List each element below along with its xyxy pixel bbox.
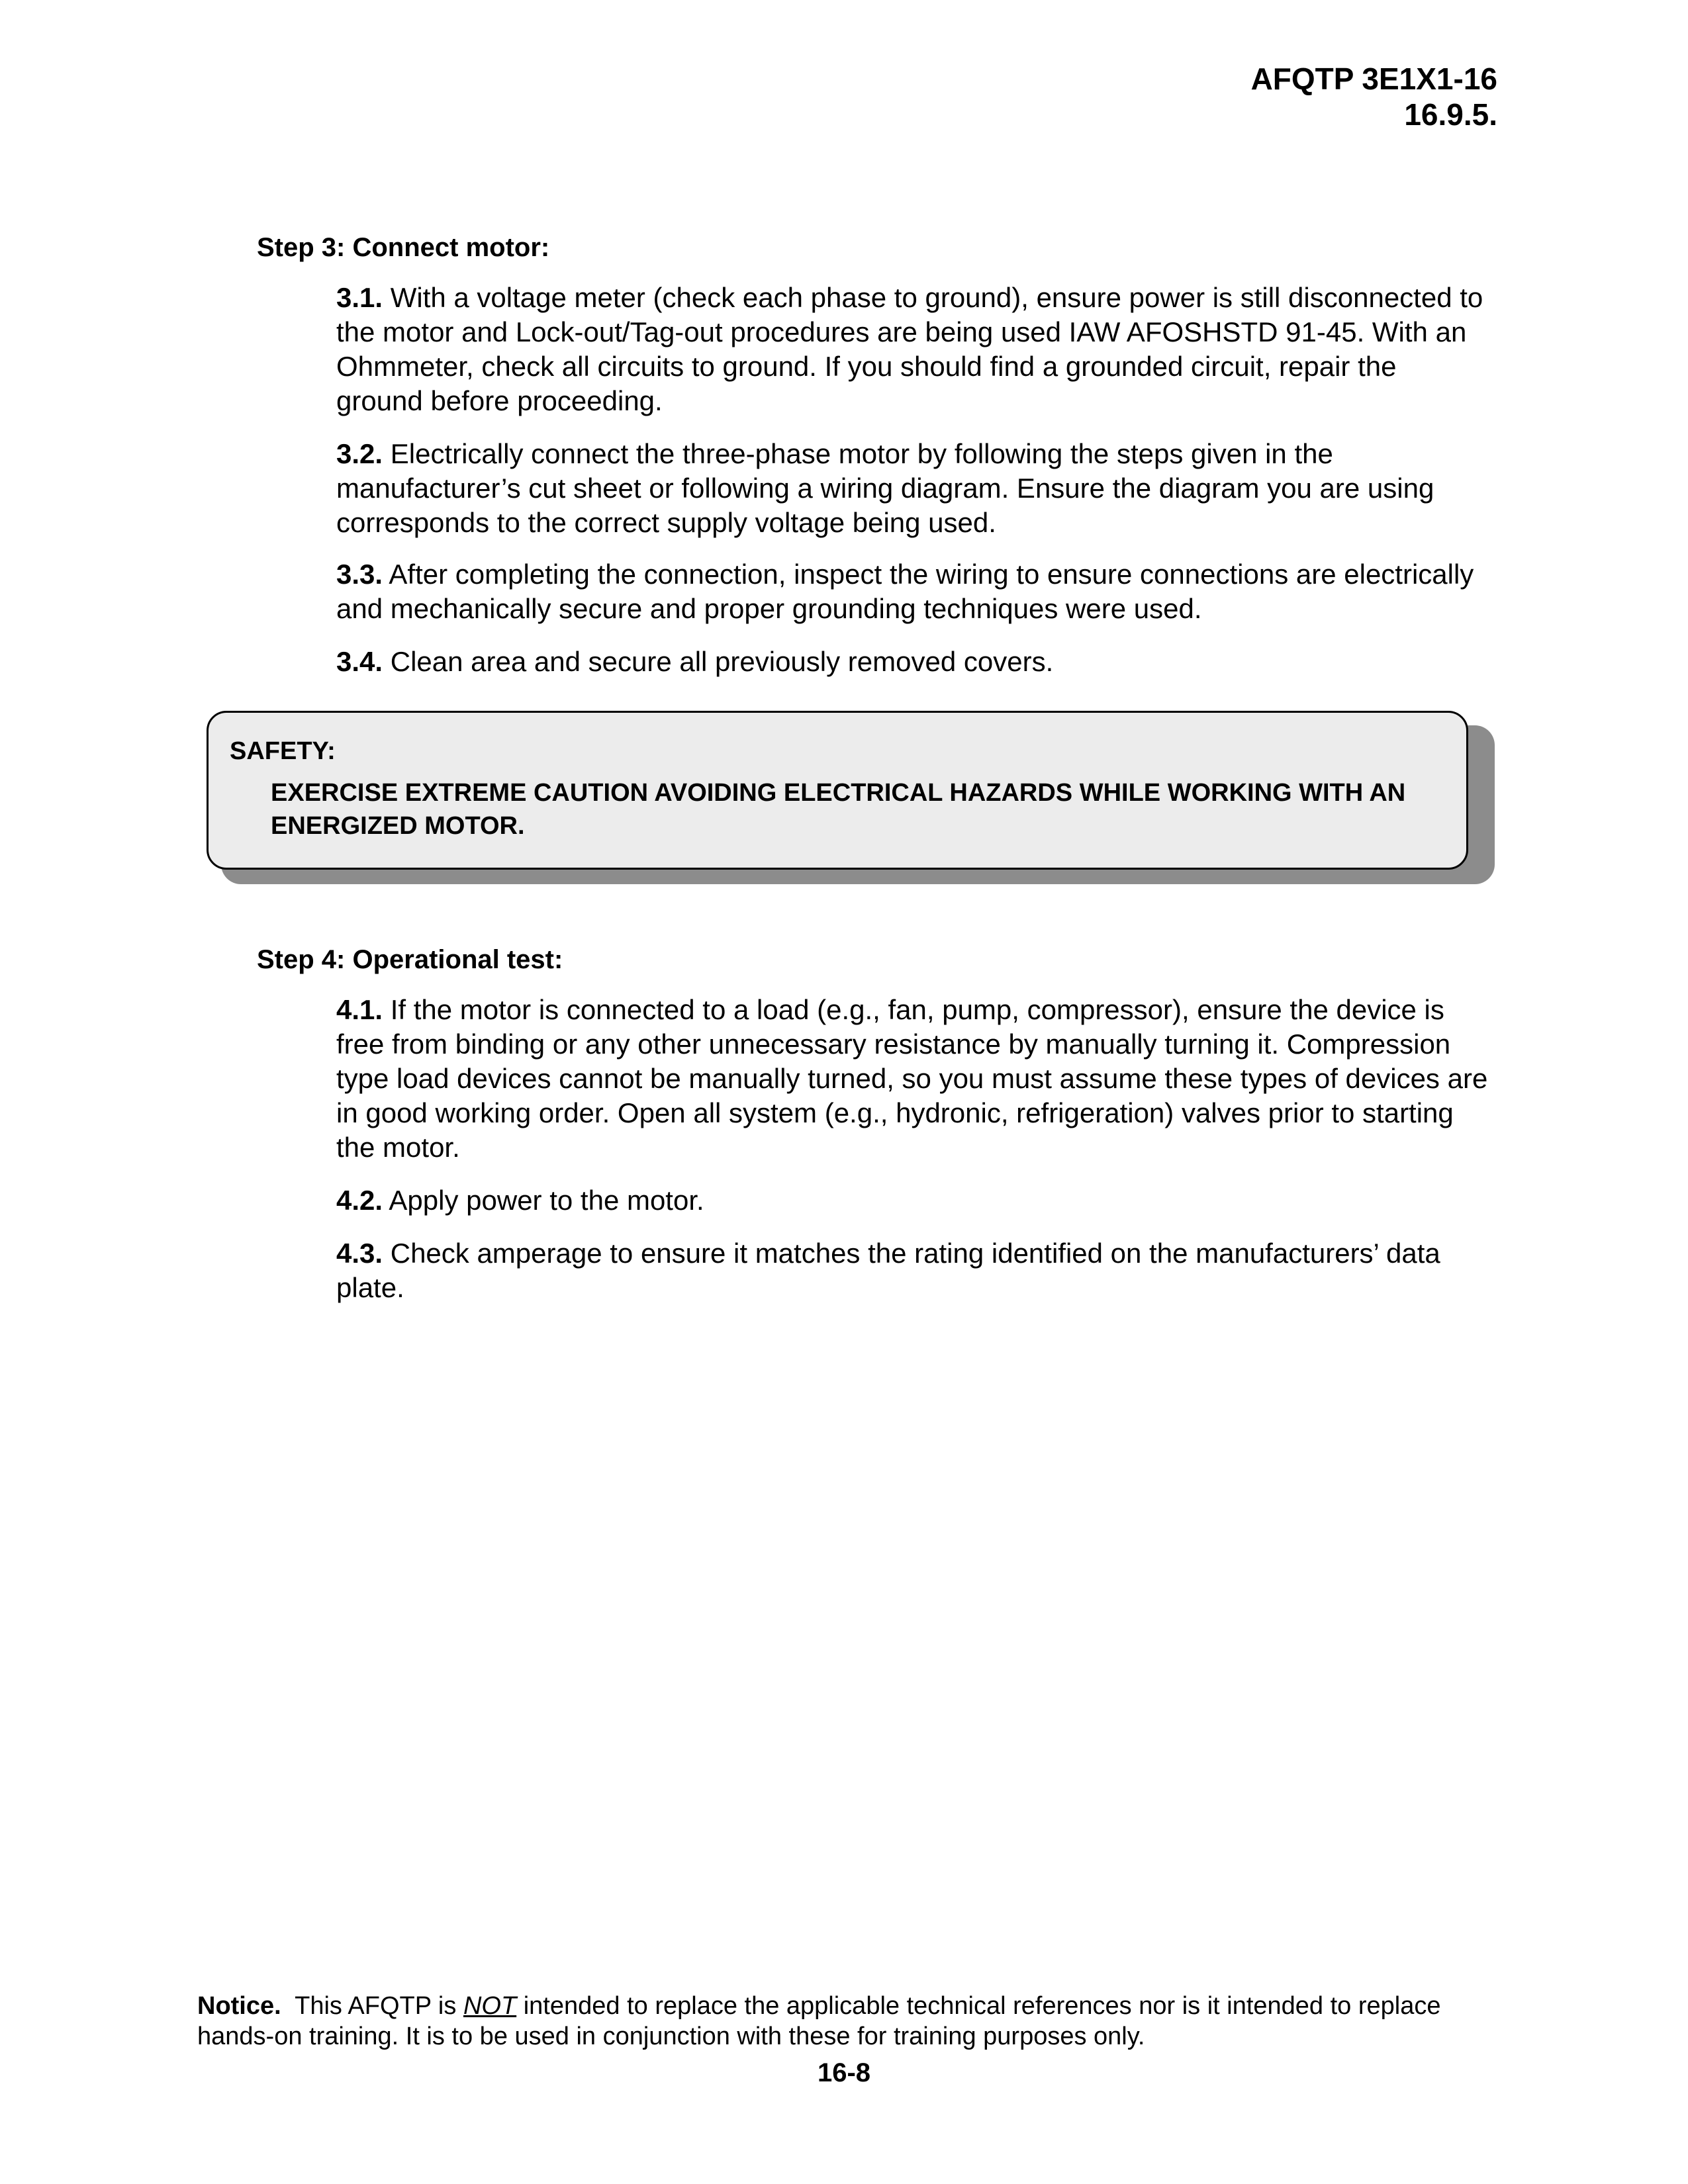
document-id: AFQTP 3E1X1-16 (1250, 62, 1497, 96)
paragraph-text: Check amperage to ensure it matches the rating identified on the manufacturers’ data plate. (336, 1238, 1440, 1303)
step-3-3-paragraph (336, 557, 1488, 626)
paragraph-number: 3.2. (336, 438, 383, 469)
safety-warning-text: EXERCISE EXTREME CAUTION AVOIDING ELECTRICAL HAZARDS WHILE WORKING WITH AN ENERGIZED MOTOR. (271, 779, 1406, 840)
footer-notice (197, 1991, 1495, 2052)
section-number: 16.9.5. (1404, 97, 1497, 132)
paragraph-number: 4.1. (336, 994, 383, 1025)
paragraph-text: If the motor is connected to a load (e.g., fan, pump, compressor), ensure the device is free from binding or any other unnecessary resistance by manually turning it. Compression type load devices cannot be manually turned, so you must assume these types of devices are in good working order. Open all system (e.g., hydronic, refrigeration) valves prior to starting the motor. (336, 994, 1488, 1163)
paragraph-number: 3.1. (336, 282, 383, 313)
step-3-heading: Step 3: Connect motor: (257, 233, 550, 262)
document-header (1251, 61, 1497, 132)
safety-title: SAFETY: (230, 737, 336, 765)
paragraph-number: 3.3. (336, 559, 383, 590)
step-3-4-paragraph (336, 645, 1488, 679)
step-4-1-paragraph (336, 993, 1488, 1165)
step-3-1-paragraph (336, 281, 1488, 418)
paragraph-number: 3.4. (336, 646, 383, 677)
notice-text-before: This AFQTP is (281, 1992, 463, 2020)
paragraph-text: After completing the connection, inspect the wiring to ensure connections are electrically and mechanically secure and proper grounding techniques were used. (336, 559, 1474, 624)
page-number: 16-8 (817, 2058, 871, 2087)
paragraph-number: 4.2. (336, 1185, 383, 1216)
step-3-2-paragraph (336, 437, 1488, 540)
step-4-3-paragraph (336, 1236, 1488, 1305)
step-4-heading: Step 4: Operational test: (257, 945, 563, 974)
paragraph-text: Electrically connect the three-phase motor by following the steps given in the manufacturer’s cut sheet or following a wiring diagram. Ensure the diagram you are using corresponds to the correct supply voltage being used. (336, 438, 1434, 538)
paragraph-text: Apply power to the motor. (389, 1185, 704, 1216)
notice-text-after: intended to replace the applicable technical references nor is it intended to replace hands-on training. It is to be used in conjunction with these for training purposes only. (197, 1992, 1441, 2050)
paragraph-text: Clean area and secure all previously removed covers. (390, 646, 1054, 677)
notice-label: Notice. (197, 1992, 281, 2020)
safety-callout (207, 711, 1468, 870)
paragraph-text: With a voltage meter (check each phase to ground), ensure power is still disconnected to the motor and Lock-out/Tag-out procedures are being used IAW AFOSHSTD 91-45. With an Ohmmeter, check all circuits to ground. If you should find a grounded circuit, repair the ground before proceeding. (336, 282, 1483, 416)
paragraph-number: 4.3. (336, 1238, 383, 1269)
step-4-2-paragraph (336, 1183, 1488, 1218)
notice-emphasis: NOT (463, 1992, 517, 2020)
